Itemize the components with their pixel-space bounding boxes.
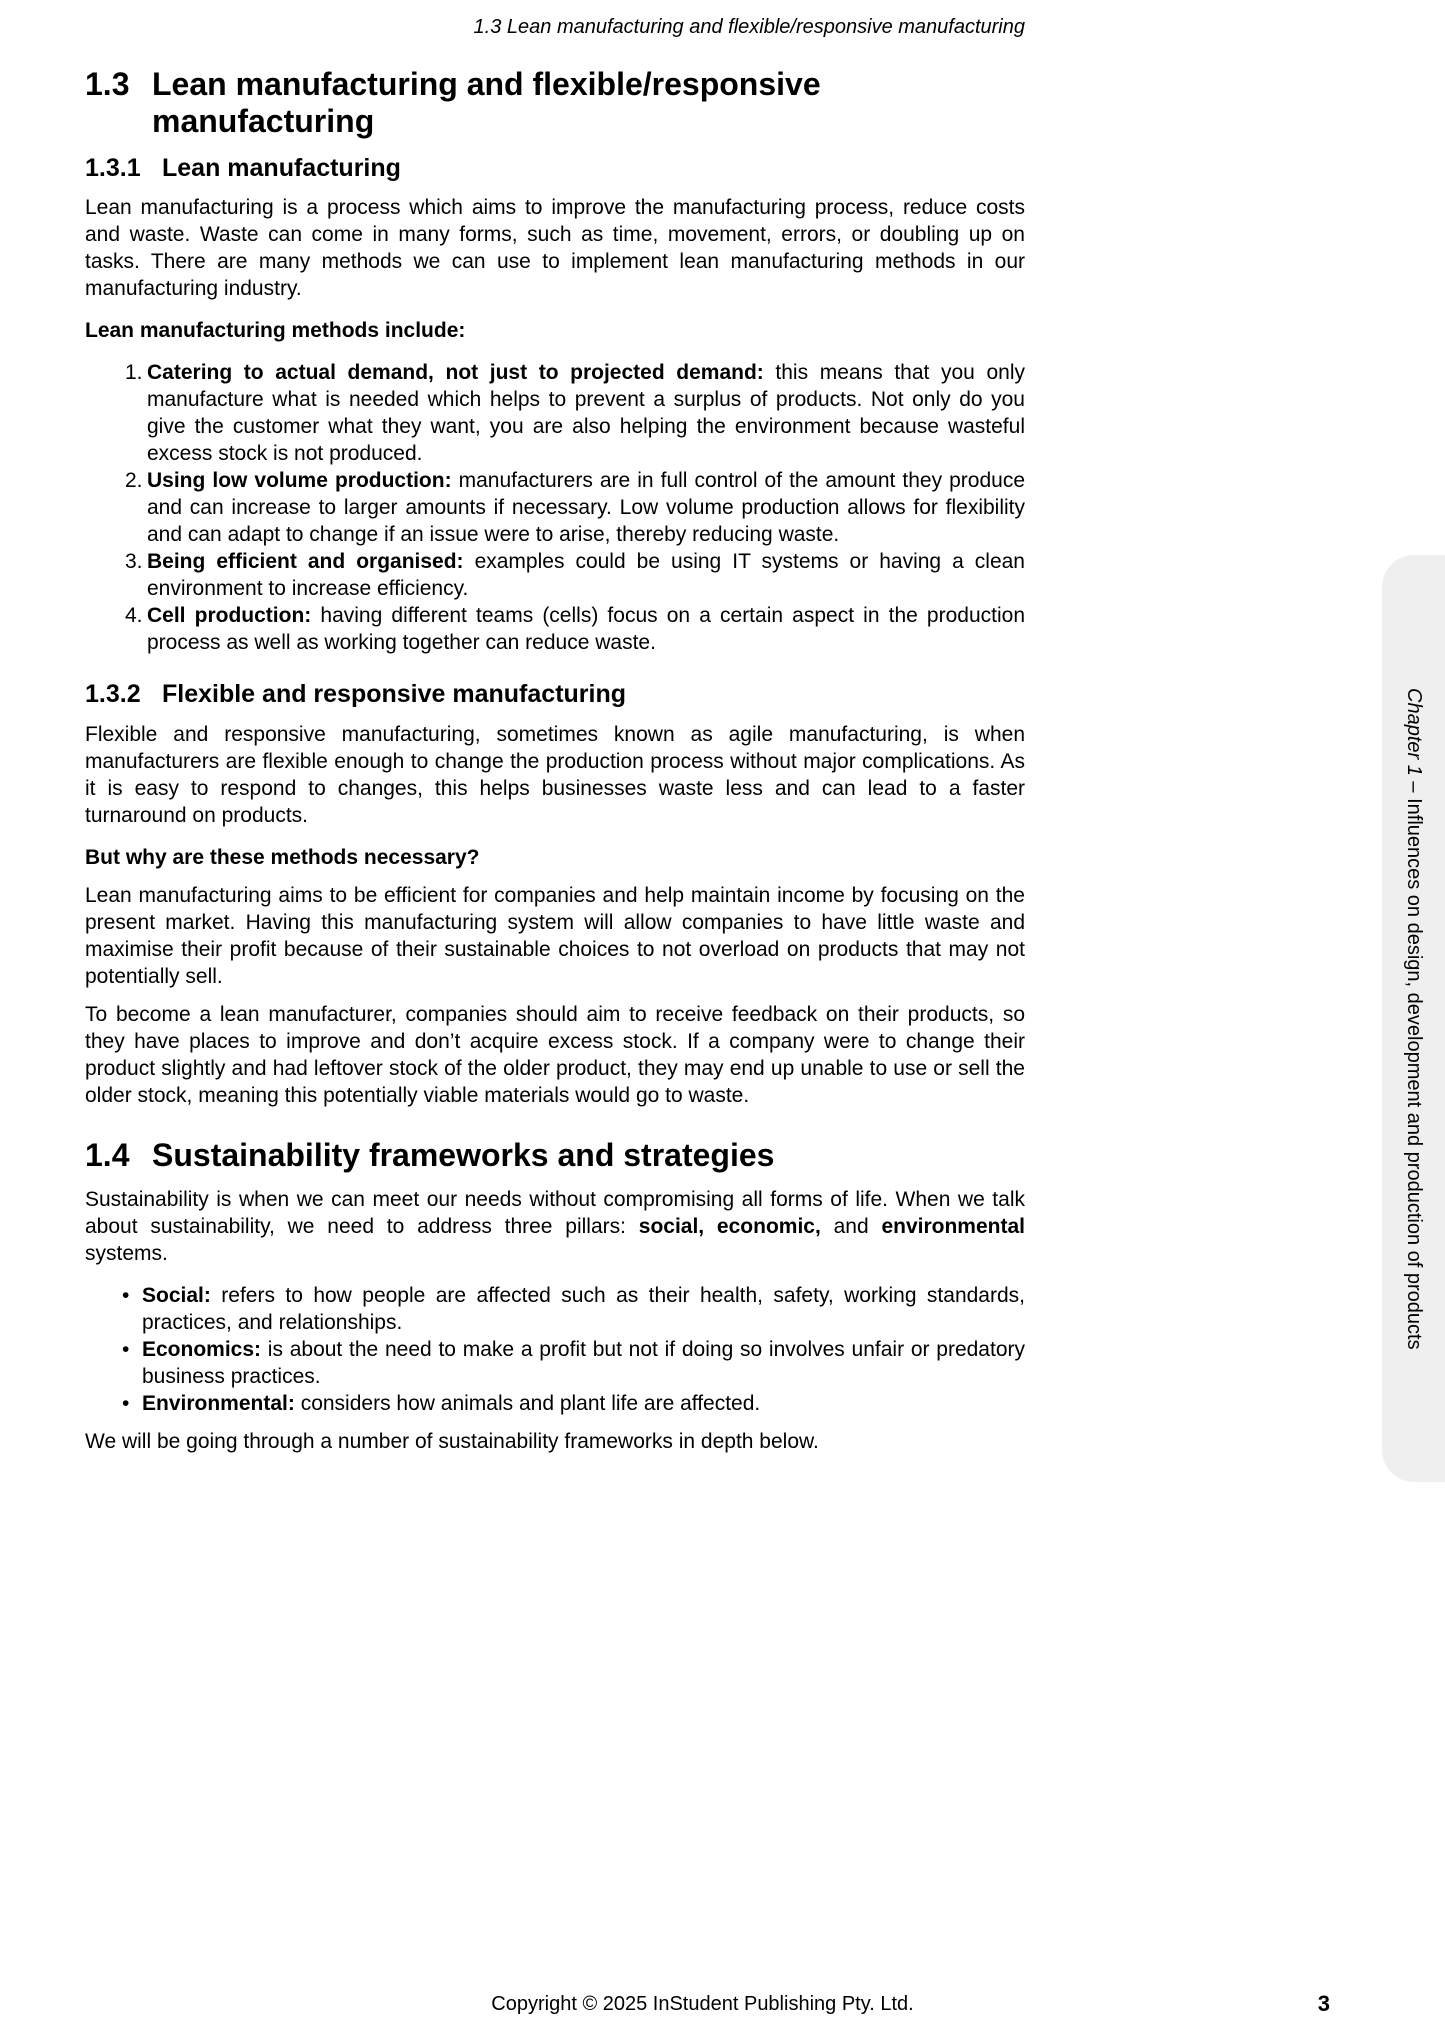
- question-heading: But why are these methods necessary?: [85, 846, 480, 870]
- subsection-number: 1.3.1: [85, 153, 141, 182]
- bullet-marker: •: [122, 1337, 130, 1361]
- paragraph-lean-intro: Lean manufacturing is a process which aims to improve the manufacturing process, reduce costs and waste. Waste can come in many forms, such as time, movement, errors, or doubling up on tasks. There are many methods we can use to implement lean manufacturing methods in our manufacturing industry.: [85, 196, 1025, 301]
- list-item-text: [147, 467, 1025, 548]
- paragraph-closing: We will be going through a number of sustainability frameworks in depth below.: [85, 1429, 819, 1453]
- list-item-text: [142, 1390, 1025, 1417]
- section-heading-1-3: [85, 66, 1025, 140]
- page-number: 3: [1317, 1991, 1330, 2016]
- methods-intro-heading: Lean manufacturing methods include:: [85, 319, 466, 343]
- list-item-body: this means that you only manufacture what is needed which helps to prevent a surplus of products. Not only do you give the customer what they want, you are also helping the environment because wasteful excess stock is not produced.: [147, 361, 1025, 466]
- list-item-lead: Being efficient and organised:: [147, 550, 475, 574]
- section-number: 1.4: [85, 1137, 130, 1174]
- paragraph-sustainability-intro: [85, 1186, 1025, 1267]
- list-item: [85, 1336, 1025, 1390]
- section-title: Lean manufacturing and flexible/responsive manufacturing: [152, 66, 821, 139]
- list-item-text: [142, 1282, 1025, 1336]
- list-marker: 4.: [125, 604, 143, 628]
- list-item-text: [147, 602, 1025, 656]
- paragraph-why-1: Lean manufacturing aims to be efficient for companies and help maintain income by focusing on the present market. Having this manufacturing system will allow companies to have little waste and maximise their profit because of their sustainable choices to not overload on products that may not potentially sell.: [85, 884, 1025, 989]
- list-item: [85, 548, 1025, 602]
- list-item: [85, 602, 1025, 656]
- pillar-bold-social-economic: social, economic,: [638, 1214, 821, 1238]
- paragraph-why-2: To become a lean manufacturer, companies should aim to receive feedback on their products, so they have places to improve and don’t acquire excess stock. If a company were to change their product slightly and had leftover stock of the older product, they may end up unable to use or sell the older stock, meaning this potentially viable materials would go to waste.: [85, 1003, 1025, 1108]
- intro-text: and: [820, 1214, 882, 1238]
- section-heading-1-4: [85, 1137, 1025, 1174]
- list-item-body: considers how animals and plant life are affected.: [300, 1391, 761, 1415]
- list-item-lead: Catering to actual demand, not just to projected demand:: [147, 361, 776, 385]
- chapter-tab-chapter: Chapter 1 –: [1403, 687, 1425, 798]
- list-item-lead: Using low volume production:: [147, 469, 459, 493]
- intro-text: Sustainability is when we can meet our needs without compromising all forms of life. When we talk about sustainability, we need to address three pillars:: [85, 1187, 1025, 1238]
- pillar-bold-environmental: environmental: [881, 1214, 1025, 1238]
- running-header: 1.3 Lean manufacturing and flexible/responsive manufacturing: [473, 16, 1025, 38]
- paragraph-flexible-intro: Flexible and responsive manufacturing, sometimes known as agile manufacturing, is when manufacturers are flexible enough to change the production process without major complications. As it is easy to respond to changes, this helps businesses waste less and can lead to a faster turnaround on products.: [85, 723, 1025, 828]
- list-item-body: examples could be using IT systems or having a clean environment to increase efficiency.: [147, 550, 1025, 601]
- subsection-title: Lean manufacturing: [162, 153, 401, 182]
- list-item: [85, 359, 1025, 467]
- list-item-text: [147, 359, 1025, 467]
- list-item-lead: Social:: [142, 1283, 222, 1307]
- section-number: 1.3: [85, 66, 130, 102]
- lean-methods-list: [85, 359, 1025, 656]
- section-title: Sustainability frameworks and strategies: [152, 1137, 775, 1174]
- list-item-text: [142, 1336, 1025, 1390]
- subsection-heading-1-3-1: [85, 154, 1025, 183]
- chapter-tab-label: [1402, 688, 1425, 1350]
- list-marker: 1.: [125, 361, 143, 385]
- list-item-text: [147, 548, 1025, 602]
- list-item-body: manufacturers are in full control of the amount they produce and can increase to larger amounts if necessary. Low volume production allows for flexibility and can adapt to change if an issue were to arise, thereby reducing waste.: [147, 469, 1026, 547]
- list-item: [85, 467, 1025, 548]
- list-marker: 2.: [125, 469, 143, 493]
- pillars-list: [85, 1282, 1025, 1417]
- main-content: [85, 66, 1025, 1466]
- bullet-marker: •: [122, 1391, 130, 1415]
- list-item-body: having different teams (cells) focus on a certain aspect in the production process as well as working together can reduce waste.: [147, 604, 1025, 655]
- footer-copyright: Copyright © 2025 InStudent Publishing Pty. Ltd.: [491, 1993, 914, 2015]
- subsection-heading-1-3-2: [85, 680, 1025, 709]
- intro-text: systems.: [85, 1241, 168, 1265]
- list-item: [85, 1390, 1025, 1417]
- list-marker: 3.: [125, 550, 143, 574]
- chapter-tab-title: Influences on design, development and production of products: [1403, 797, 1425, 1350]
- list-item: [85, 1282, 1025, 1336]
- list-item-lead: Cell production:: [147, 604, 321, 628]
- list-item-lead: Environmental:: [142, 1391, 301, 1415]
- list-item-body: is about the need to make a profit but not if doing so involves unfair or predatory business practices.: [142, 1337, 1025, 1388]
- list-item-body: refers to how people are affected such as their health, safety, working standards, practices, and relationships.: [142, 1283, 1025, 1334]
- chapter-tab: [1382, 555, 1445, 1482]
- subsection-title: Flexible and responsive manufacturing: [162, 680, 627, 709]
- subsection-number: 1.3.2: [85, 680, 141, 709]
- bullet-marker: •: [122, 1283, 130, 1307]
- list-item-lead: Economics:: [142, 1337, 268, 1361]
